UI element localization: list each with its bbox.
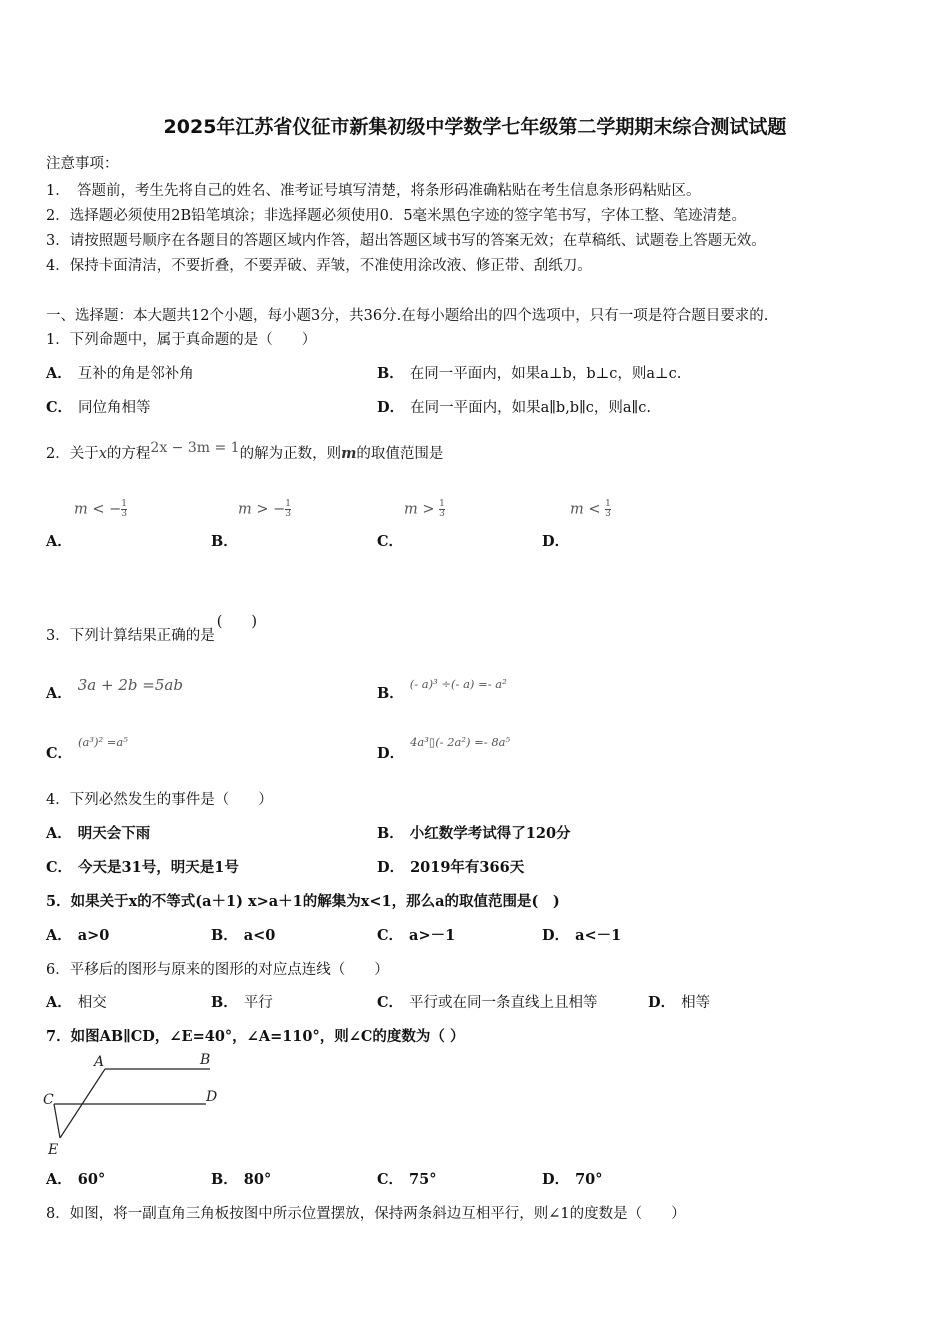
q6-option-b[interactable] bbox=[211, 991, 273, 1012]
option-label: D． bbox=[377, 745, 405, 762]
point-d-label: D bbox=[206, 1089, 218, 1105]
option-label: C． bbox=[46, 399, 73, 416]
q1-option-d[interactable] bbox=[377, 396, 651, 417]
option-label: D． bbox=[377, 859, 405, 876]
q1-option-a[interactable] bbox=[46, 362, 194, 383]
q2-option-b[interactable]: B． bbox=[211, 533, 238, 550]
q1-option-b[interactable] bbox=[377, 362, 681, 383]
q7-option-b[interactable] bbox=[211, 1168, 271, 1189]
q7-figure bbox=[40, 1050, 230, 1160]
q2-option-a-formula bbox=[74, 500, 127, 519]
formula-text: m < bbox=[570, 501, 601, 518]
option-label: C． bbox=[46, 859, 73, 876]
q2-option-c-formula bbox=[404, 500, 445, 519]
frac-den: 3 bbox=[605, 509, 611, 519]
question-7-stem: 7．如图AB∥CD，∠E=40°，∠A=110°，则∠C的度数为（ ） bbox=[46, 1028, 465, 1045]
page-title: 2025年江苏省仪征市新集初级中学数学七年级第二学期期末综合测试试题 bbox=[163, 116, 787, 138]
notice-item: 1． 答题前，考生先将自己的姓名、准考证号填写清楚，将条形码准确粘贴在考生信息条形码粘贴区。 bbox=[46, 183, 701, 199]
q4-option-d[interactable] bbox=[377, 856, 524, 877]
option-label: A． bbox=[46, 1171, 72, 1188]
option-label: A． bbox=[46, 927, 72, 944]
option-label: B． bbox=[211, 1171, 238, 1188]
q2-var-m: m bbox=[341, 445, 357, 462]
formula-text: m > − bbox=[238, 501, 286, 518]
question-5-stem: 5．如果关于x的不等式(a＋1) x>a＋1的解集为x<1，那么a的取值范围是( ) bbox=[46, 893, 560, 910]
option-label: A． bbox=[46, 365, 72, 382]
option-label: B． bbox=[211, 927, 238, 944]
q5-option-b[interactable] bbox=[211, 924, 275, 945]
q2-option-b-formula bbox=[238, 500, 291, 519]
option-text: a<－1 bbox=[575, 927, 622, 944]
option-text: 相交 bbox=[77, 995, 107, 1011]
formula-text: m > bbox=[404, 501, 435, 518]
option-text: 在同一平面内，如果a⊥b，b⊥c，则a⊥c. bbox=[409, 366, 682, 382]
option-text: a<0 bbox=[243, 927, 276, 944]
option-label: D． bbox=[377, 399, 405, 416]
option-label: D． bbox=[648, 994, 676, 1011]
q2-stem-end: 的取值范围是 bbox=[356, 446, 444, 462]
option-label: B． bbox=[377, 685, 404, 702]
option-text: 70° bbox=[575, 1171, 603, 1188]
option-label: C． bbox=[377, 927, 404, 944]
option-label: C． bbox=[46, 745, 73, 762]
q4-option-b[interactable] bbox=[377, 822, 571, 843]
q2-option-c[interactable]: C． bbox=[377, 533, 404, 550]
q3-option-b[interactable] bbox=[377, 672, 507, 702]
option-label: B． bbox=[377, 825, 404, 842]
notice-item: 4．保持卡面清洁，不要折叠，不要弄破、弄皱，不准使用涂改液、修正带、刮纸刀。 bbox=[46, 258, 592, 274]
fraction bbox=[285, 500, 291, 519]
formula-text: m < − bbox=[74, 501, 122, 518]
frac-den: 3 bbox=[121, 509, 128, 519]
section-heading: 一、选择题：本大题共12个小题，每小题3分，共36分.在每小题给出的四个选项中，只有一项是符合题目要求的. bbox=[46, 308, 769, 324]
fraction bbox=[121, 500, 127, 519]
q3-option-d[interactable] bbox=[377, 730, 511, 762]
question-6-stem: 6．平移后的图形与原来的图形的对应点连线（ ） bbox=[46, 962, 389, 978]
q6-option-c[interactable] bbox=[377, 991, 598, 1012]
q4-option-a[interactable] bbox=[46, 822, 150, 843]
q2-stem-pre: 2．关于 bbox=[46, 446, 99, 462]
option-text: 平行 bbox=[243, 995, 273, 1011]
point-a-label: A bbox=[94, 1054, 105, 1070]
q6-option-d[interactable] bbox=[648, 991, 710, 1012]
formula-text: 4a³▯(- 2a²) =- 8a⁵ bbox=[410, 735, 511, 749]
option-text: 明天会下雨 bbox=[77, 825, 151, 842]
q7-option-d[interactable] bbox=[542, 1168, 603, 1189]
q5-option-a[interactable] bbox=[46, 924, 109, 945]
option-label: A． bbox=[46, 994, 72, 1011]
point-c-label: C bbox=[43, 1092, 54, 1108]
option-text: 同位角相等 bbox=[78, 400, 151, 416]
option-label: B． bbox=[211, 994, 238, 1011]
q7-option-a[interactable] bbox=[46, 1168, 105, 1189]
notice-heading: 注意事项： bbox=[46, 156, 119, 172]
line-ce bbox=[54, 1104, 60, 1138]
formula-text: 3a + 2b =5ab bbox=[77, 676, 183, 694]
q6-option-a[interactable] bbox=[46, 991, 107, 1012]
option-text: 今天是31号，明天是1号 bbox=[78, 859, 239, 876]
q2-var-x: x bbox=[98, 446, 107, 462]
fraction bbox=[605, 500, 611, 519]
option-label: B． bbox=[377, 365, 404, 382]
option-text: 小红数学考试得了120分 bbox=[409, 825, 571, 842]
option-label: D． bbox=[542, 927, 570, 944]
question-4-stem: 4．下列必然发生的事件是（ ） bbox=[46, 792, 273, 808]
option-text: 75° bbox=[409, 1171, 437, 1188]
option-text: 60° bbox=[77, 1171, 106, 1188]
question-3-stem bbox=[46, 614, 258, 645]
option-text: a>0 bbox=[77, 927, 110, 944]
option-label: C． bbox=[377, 1171, 404, 1188]
question-2-stem bbox=[46, 442, 443, 463]
q7-option-c[interactable] bbox=[377, 1168, 436, 1189]
q4-option-c[interactable] bbox=[46, 856, 239, 877]
frac-den: 3 bbox=[439, 509, 445, 519]
point-e-label: E bbox=[48, 1142, 59, 1158]
q2-equation: 2x − 3m = 1 bbox=[150, 440, 240, 456]
option-text: a>－1 bbox=[409, 927, 456, 944]
q3-option-c[interactable] bbox=[46, 730, 128, 762]
formula-text: (- a)³ ÷(- a) =- a² bbox=[409, 677, 507, 691]
option-label: D． bbox=[542, 1171, 570, 1188]
option-text: 平行或在同一条直线上且相等 bbox=[409, 995, 598, 1011]
q2-stem-post: 的解为正数，则 bbox=[239, 446, 342, 462]
frac-num: 1 bbox=[439, 499, 445, 509]
fraction bbox=[439, 500, 445, 519]
q2-option-d-formula bbox=[570, 500, 611, 519]
notice-item: 2．选择题必须使用2B铅笔填涂；非选择题必须使用0．5毫米黑色字迹的签字笔书写，字体工整、笔迹清楚。 bbox=[46, 208, 747, 224]
q2-stem-mid: 的方程 bbox=[106, 446, 151, 462]
frac-num: 1 bbox=[285, 499, 292, 509]
q3-stem-text: 3．下列计算结果正确的是 bbox=[46, 628, 215, 644]
option-text: 在同一平面内，如果a∥b,b∥c，则a∥c. bbox=[410, 400, 651, 416]
q2-option-d[interactable]: D． bbox=[542, 533, 570, 550]
answer-paren: ( ) bbox=[216, 614, 258, 630]
formula-text: (a³)² =a⁵ bbox=[78, 735, 128, 749]
notice-item: 3．请按照题号顺序在各题目的答题区域内作答，超出答题区域书写的答案无效；在草稿纸、试题卷上答题无效。 bbox=[46, 233, 766, 249]
frac-den: 3 bbox=[285, 509, 292, 519]
q2-option-a[interactable]: A． bbox=[46, 533, 72, 550]
option-label: A． bbox=[46, 825, 72, 842]
option-text: 2019年有366天 bbox=[410, 859, 525, 876]
question-8-stem: 8．如图，将一副直角三角板按图中所示位置摆放，保持两条斜边互相平行，则∠1的度数是（ ） bbox=[46, 1206, 686, 1222]
option-label: A． bbox=[46, 685, 72, 702]
option-label: C． bbox=[377, 994, 404, 1011]
q5-option-c[interactable] bbox=[377, 924, 455, 945]
option-text: 80° bbox=[243, 1171, 272, 1188]
option-text: 互补的角是邻补角 bbox=[77, 366, 194, 382]
q3-option-a[interactable] bbox=[46, 674, 183, 702]
option-text: 相等 bbox=[681, 995, 711, 1011]
q5-option-d[interactable] bbox=[542, 924, 621, 945]
point-b-label: B bbox=[200, 1052, 211, 1068]
frac-num: 1 bbox=[605, 499, 611, 509]
question-1-stem: 1．下列命题中，属于真命题的是（ ） bbox=[46, 332, 317, 348]
q1-option-c[interactable] bbox=[46, 396, 151, 417]
frac-num: 1 bbox=[121, 499, 128, 509]
